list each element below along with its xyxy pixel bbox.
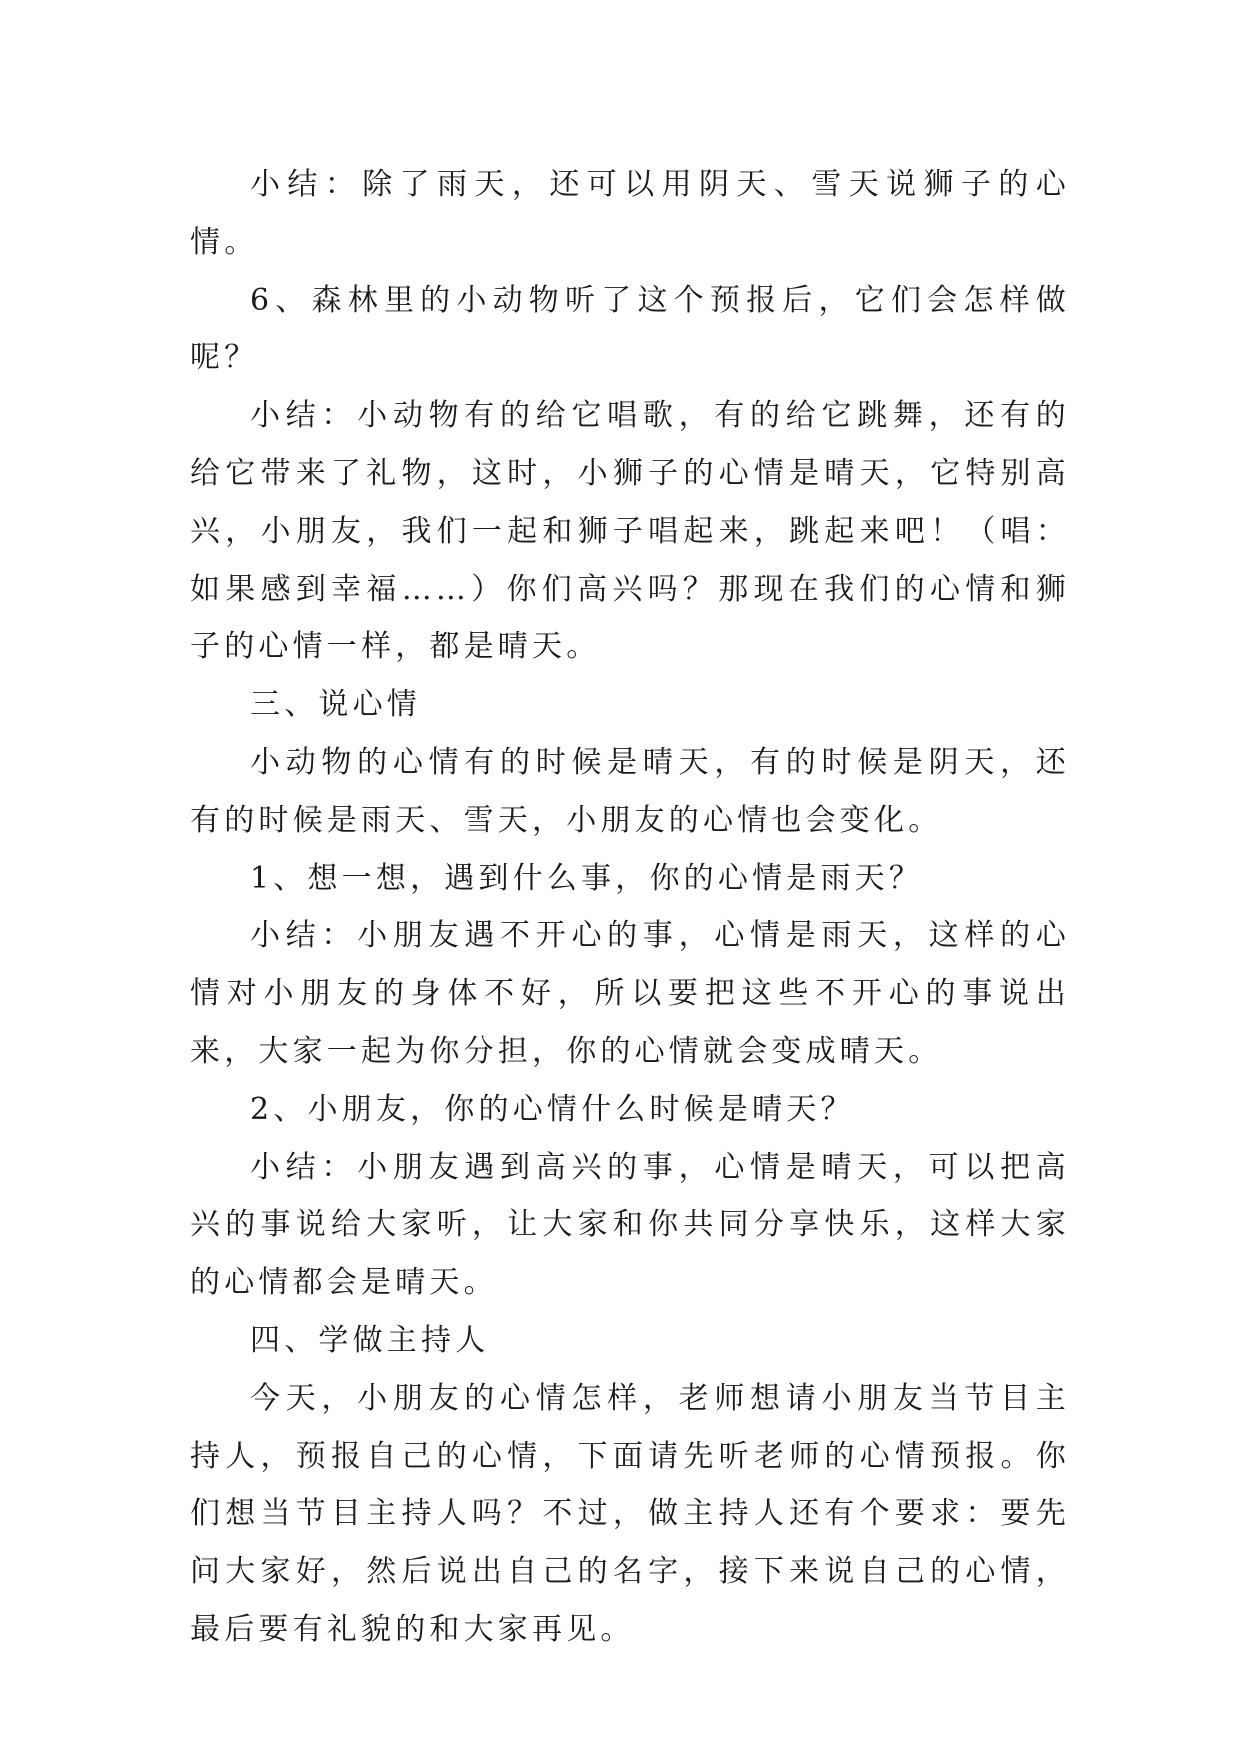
section-heading-4: 四、学做主持人 xyxy=(250,1322,490,1358)
paragraph-question-1: 1、想一想，遇到什么事，你的心情是雨天？ xyxy=(250,860,924,896)
paragraph-summary-animals: 小结：小动物有的给它唱歌，有的给它跳舞，还有的给它带来了礼物，这时，小狮子的心情是晴天，它特别高兴，小朋友，我们一起和狮子唱起来，跳起来吧！（唱：如果感到幸福……）你们高兴吗？那现在我们的心情和狮子的心情一样，都是晴天。 xyxy=(190,398,1070,665)
paragraph-summary-rainy: 小结：小朋友遇不开心的事，心情是雨天，这样的心情对小朋友的身体不好，所以要把这些不开心的事说出来，大家一起为你分担，你的心情就会变成晴天。 xyxy=(190,918,1070,1069)
section-heading-3: 三、说心情 xyxy=(250,687,421,723)
paragraph-question-6: 6、森林里的小动物听了这个预报后，它们会怎样做呢？ xyxy=(190,282,1070,376)
document-body xyxy=(190,156,1070,1659)
paragraph-mood-intro: 小动物的心情有的时候是晴天，有的时候是阴天，还有的时候是雨天、雪天，小朋友的心情也会变化。 xyxy=(190,744,1070,838)
paragraph-summary-sunny: 小结：小朋友遇到高兴的事，心情是晴天，可以把高兴的事说给大家听，让大家和你共同分享快乐，这样大家的心情都会是晴天。 xyxy=(190,1149,1070,1301)
paragraph-host: 今天，小朋友的心情怎样，老师想请小朋友当节目主持人，预报自己的心情，下面请先听老师的心情预报。你们想当节目主持人吗？不过，做主持人还有个要求：要先问大家好，然后说出自己的名字，接下来说自己的心情，最后要有礼貌的和大家再见。 xyxy=(190,1380,1070,1647)
paragraph-question-2: 2、小朋友，你的心情什么时候是晴天？ xyxy=(250,1091,855,1127)
paragraph-summary-weather: 小结：除了雨天，还可以用阴天、雪天说狮子的心情。 xyxy=(190,167,1070,260)
